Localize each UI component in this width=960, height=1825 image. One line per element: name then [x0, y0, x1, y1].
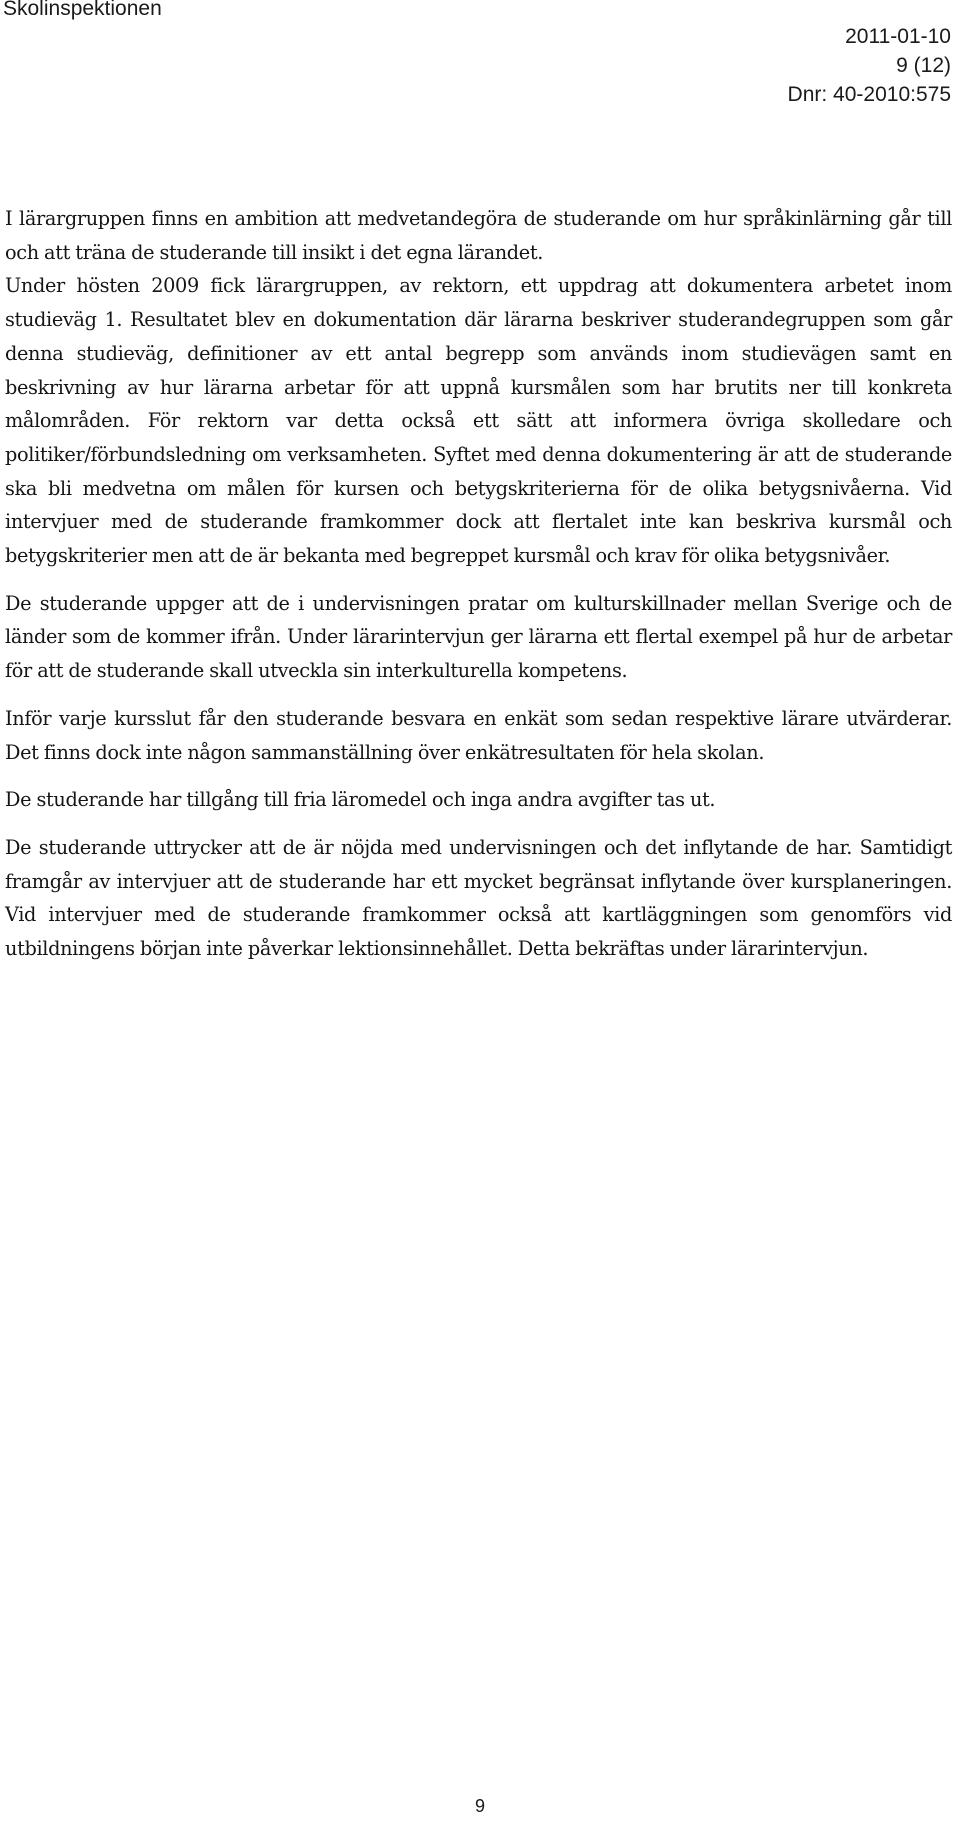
paragraph-course-survey: Inför varje kursslut får den studerande besvara en enkät som sedan respektive lärare utvärderar. Det finns dock inte någon sammanställning över enkätresultaten för hela skolan. — [5, 706, 952, 764]
organization-name: Skolinspektionen — [3, 0, 162, 20]
page-number: 9 — [474, 1796, 485, 1816]
document-date: 2011-01-10 — [845, 25, 951, 48]
paragraph-documentation: Under hösten 2009 fick lärargruppen, av rektorn, ett uppdrag att dokumentera arbetet inom studieväg 1. Resultatet blev en dokumentation där lärarna beskriver studerandegruppen som går denna studieväg, definitioner av ett antal begrepp som används inom studievägen samt en beskrivning av hur lärarna arbetar för att uppnå kursmålen som har brutits ner till konkreta målområden. För rektorn var detta också ett sätt att informera övriga skolledare och politiker/förbundsledning om verksamheten. Syftet med denna dokumentering är att de studerande ska bli medvetna om målen för kursen och betygskriterierna för de olika betygsnivåerna. Vid intervjuer med de studerande framkommer dock att flertalet inte kan beskriva kursmål och betygskriterier men att de är bekanta med begreppet kursmål och krav för olika betygsnivåer. — [5, 274, 952, 568]
paragraph-cultural-differences: De studerande uppger att de i undervisningen pratar om kulturskillnader mellan Sverige och de länder som de kommer ifrån. Under lärarintervjun ger lärarna ett flertal exempel på hur de arbetar för att de studerande skall utveckla sin interkulturella kompetens. — [5, 591, 952, 683]
paragraph-student-influence: De studerande uttrycker att de är nöjda med undervisningen och det inflytande de har. Samtidigt framgår av intervjuer att de studerande har ett mycket begränsat inflytande över kursplaneringen. Vid intervjuer med de studerande framkommer också att kartläggningen som genomförs vid utbildningens början inte påverkar lektionsinnehållet. Detta bekräftas under lärarintervjun. — [5, 835, 952, 961]
paragraph-free-materials: De studerande har tillgång till fria läromedel och inga andra avgifter tas ut. — [5, 788, 716, 812]
page-reference: 9 (12) — [896, 54, 951, 77]
document-meta — [788, 22, 951, 109]
case-number: Dnr: 40-2010:575 — [787, 83, 951, 106]
paragraph-ambition: I lärargruppen finns en ambition att medvetandegöra de studerande om hur språkinlärning går till och att träna de studerande till insikt i det egna lärandet. — [5, 207, 952, 264]
document-body — [5, 202, 952, 980]
